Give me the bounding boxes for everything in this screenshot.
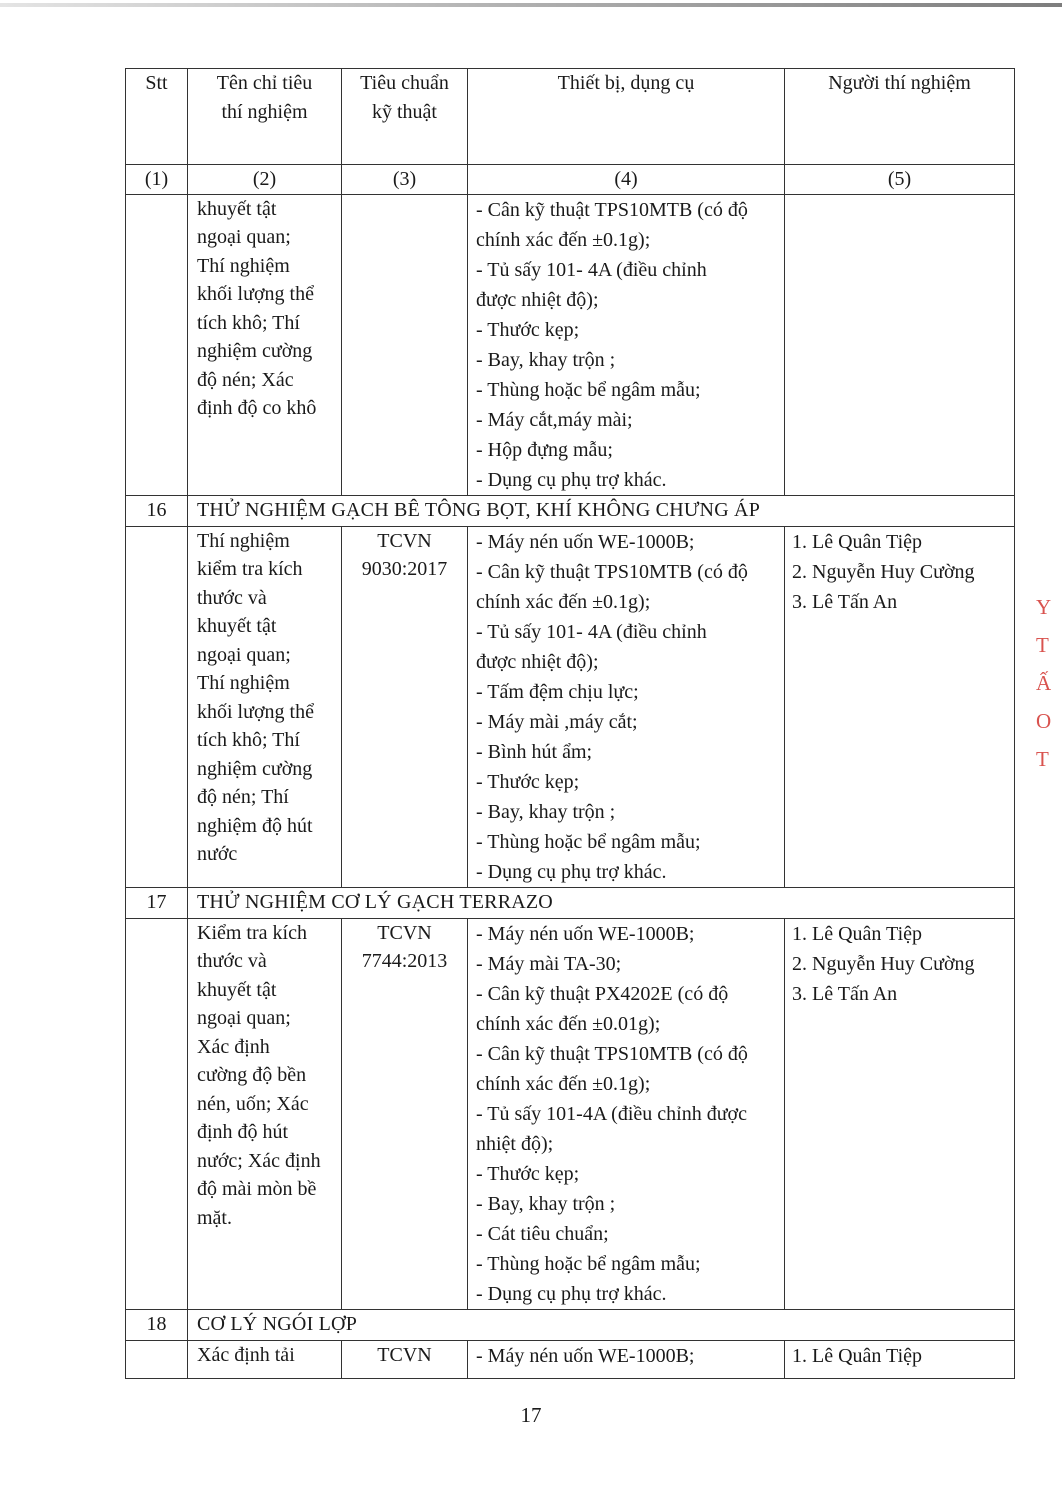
- cell-line: khuyết tật: [197, 615, 277, 637]
- cell-line: ngoại quan;: [197, 1007, 291, 1029]
- stamp-glyph: T: [1036, 633, 1049, 657]
- cell-line: 2. Nguyễn Huy Cường: [792, 952, 975, 975]
- standard-cell: [342, 918, 468, 1309]
- cell-line: thước và: [197, 586, 267, 609]
- cell-line: - Bay, khay trộn ;: [476, 800, 616, 823]
- cell-line: 7744:2013: [361, 950, 448, 972]
- header-test-name-line: thí nghiệm: [221, 100, 308, 123]
- cell-line: khuyết tật: [197, 197, 277, 220]
- cell-line: Xác định: [197, 1035, 270, 1058]
- section-stt: 17: [126, 887, 188, 918]
- cell-line: - Tấm đệm chịu lực;: [476, 680, 639, 703]
- cell-line: - Cân kỹ thuật PX4202E (có độ: [476, 982, 729, 1005]
- header-stt: Stt: [126, 69, 188, 165]
- col-number: (2): [188, 165, 342, 195]
- stamp-glyph: Ấ: [1036, 671, 1052, 695]
- cell-line: - Thùng hoặc bể ngâm mẫu;: [476, 378, 701, 401]
- equipment-cell: [468, 194, 785, 495]
- cell-line: - Tủ sấy 101- 4A (điều chỉnh: [476, 620, 707, 643]
- person-cell: [785, 1340, 1015, 1378]
- cell-line: 3. Lê Tấn An: [792, 982, 898, 1005]
- cell-line: định độ co khô: [197, 397, 317, 419]
- stamp-glyph: Y: [1036, 595, 1052, 619]
- equipment-table: [125, 68, 1015, 1379]
- col-number: (1): [126, 165, 188, 195]
- cell-line: - Cân kỹ thuật TPS10MTB (có độ: [476, 198, 748, 221]
- header-equipment: Thiết bị, dụng cụ: [468, 69, 785, 165]
- section-stt: 16: [126, 495, 188, 526]
- cell-line: 2. Nguyễn Huy Cường: [792, 560, 975, 583]
- cell-line: TCVN: [377, 921, 432, 944]
- cell-line: - Dụng cụ phụ trợ khác.: [476, 860, 667, 883]
- cell-line: 1. Lê Quân Tiệp: [792, 1344, 922, 1367]
- cell-line: - Máy mài TA-30;: [476, 952, 622, 975]
- equipment-cell: [468, 1340, 785, 1378]
- cell-line: - Dụng cụ phụ trợ khác.: [476, 468, 667, 491]
- cell-line: - Thước kẹp;: [476, 318, 580, 341]
- stt-cell: [126, 194, 188, 495]
- standard-cell: [342, 194, 468, 495]
- cell-line: ngoại quan;: [197, 226, 291, 248]
- section-row: [126, 495, 1015, 526]
- cell-line: nghiệm cường: [197, 340, 313, 362]
- section-title: THỬ NGHIỆM CƠ LÝ GẠCH TERRAZO: [188, 887, 1015, 918]
- table-row: [126, 918, 1015, 1309]
- header-standard: [342, 69, 468, 165]
- person-cell: [785, 526, 1015, 887]
- header-standard-line: kỹ thuật: [372, 100, 437, 123]
- cell-line: - Cát tiêu chuẩn;: [476, 1222, 609, 1245]
- col-number: (4): [468, 165, 785, 195]
- cell-line: thước và: [197, 950, 267, 972]
- test-name-cell: [188, 194, 342, 495]
- cell-line: độ nén; Xác: [197, 368, 294, 391]
- header-standard-line: Tiêu chuẩn: [360, 72, 449, 94]
- cell-line: - Tủ sấy 101- 4A (điều chỉnh: [476, 258, 707, 281]
- cell-line: nhiệt độ);: [476, 1132, 554, 1155]
- cell-line: khối lượng thể: [197, 283, 314, 305]
- header-test-name: [188, 69, 342, 165]
- table-header-row: [126, 69, 1015, 165]
- cell-line: kiểm tra kích: [197, 558, 303, 580]
- cell-line: TCVN: [377, 1343, 432, 1366]
- cell-line: 9030:2017: [361, 558, 448, 580]
- cell-line: 1. Lê Quân Tiệp: [792, 530, 922, 553]
- cell-line: nghiệm độ hút: [197, 814, 313, 837]
- stt-cell: [126, 918, 188, 1309]
- test-name-cell: [188, 918, 342, 1309]
- scan-top-edge: [0, 3, 1062, 7]
- page-number: 17: [520, 1403, 542, 1427]
- header-person: Người thí nghiệm: [785, 69, 1015, 165]
- cell-line: - Thước kẹp;: [476, 770, 580, 793]
- column-number-row: [126, 165, 1015, 195]
- cell-line: Xác định tải: [197, 1343, 295, 1366]
- cell-line: chính xác đến ±0.1g);: [476, 228, 651, 251]
- standard-cell: [342, 1340, 468, 1378]
- section-stt: 18: [126, 1309, 188, 1340]
- cell-line: - Máy nén uốn WE-1000B;: [476, 1344, 695, 1367]
- cell-line: khối lượng thể: [197, 700, 314, 723]
- cell-line: Thí nghiệm: [197, 254, 290, 277]
- stt-cell: [126, 1340, 188, 1378]
- cell-line: nghiệm cường: [197, 757, 313, 780]
- cell-line: độ mài mòn bề: [197, 1178, 317, 1200]
- stamp-glyph: T: [1036, 747, 1049, 771]
- cell-line: - Máy nén uốn WE-1000B;: [476, 922, 695, 945]
- cell-line: được nhiệt độ);: [476, 288, 599, 311]
- table-row-continued: [126, 194, 1015, 495]
- stt-cell: [126, 526, 188, 887]
- stamp-glyph: O: [1036, 709, 1052, 733]
- cell-line: TCVN: [377, 529, 432, 552]
- cell-line: - Máy mài ,máy cắt;: [476, 710, 638, 733]
- col-number: (3): [342, 165, 468, 195]
- test-name-cell: [188, 1340, 342, 1378]
- section-row: [126, 1309, 1015, 1340]
- cell-line: - Bình hút ẩm;: [476, 740, 593, 763]
- cell-line: ngoại quan;: [197, 643, 291, 666]
- table-row: [126, 526, 1015, 887]
- cell-line: được nhiệt độ);: [476, 650, 599, 673]
- red-stamp-fragment: [1036, 588, 1062, 798]
- cell-line: mặt.: [197, 1206, 232, 1229]
- cell-line: - Hộp đựng mẫu;: [476, 438, 613, 461]
- cell-line: Kiểm tra kích: [197, 921, 307, 944]
- cell-line: định độ hút: [197, 1121, 289, 1143]
- section-title: THỬ NGHIỆM GẠCH BÊ TÔNG BỌT, KHÍ KHÔNG CHƯNG ÁP: [188, 495, 1015, 526]
- equipment-cell: [468, 526, 785, 887]
- cell-line: khuyết tật: [197, 978, 277, 1001]
- test-name-cell: [188, 526, 342, 887]
- cell-line: - Tủ sấy 101-4A (điều chỉnh được: [476, 1102, 747, 1125]
- cell-line: độ nén; Thí: [197, 786, 289, 808]
- cell-line: - Dụng cụ phụ trợ khác.: [476, 1282, 667, 1305]
- cell-line: 3. Lê Tấn An: [792, 590, 898, 613]
- cell-line: Thí nghiệm: [197, 672, 290, 694]
- cell-line: - Máy cắt,máy mài;: [476, 408, 633, 431]
- cell-line: cường độ bền: [197, 1064, 307, 1086]
- cell-line: nước; Xác định: [197, 1149, 321, 1172]
- cell-line: nén, uốn; Xác: [197, 1092, 309, 1115]
- cell-line: tích khô; Thí: [197, 311, 300, 334]
- person-cell: [785, 918, 1015, 1309]
- col-number: (5): [785, 165, 1015, 195]
- cell-line: - Thùng hoặc bể ngâm mẫu;: [476, 830, 701, 853]
- cell-line: - Bay, khay trộn ;: [476, 1192, 616, 1215]
- cell-line: - Thùng hoặc bể ngâm mẫu;: [476, 1252, 701, 1275]
- cell-line: Thí nghiệm: [197, 529, 290, 552]
- cell-line: nước: [197, 843, 238, 865]
- section-row: [126, 887, 1015, 918]
- cell-line: - Máy nén uốn WE-1000B;: [476, 530, 695, 553]
- cell-line: - Thước kẹp;: [476, 1162, 580, 1185]
- standard-cell: [342, 526, 468, 887]
- cell-line: - Bay, khay trộn ;: [476, 348, 616, 371]
- equipment-cell: [468, 918, 785, 1309]
- section-title: CƠ LÝ NGÓI LỢP: [188, 1309, 1015, 1340]
- cell-line: 1. Lê Quân Tiệp: [792, 922, 922, 945]
- cell-line: - Cân kỹ thuật TPS10MTB (có độ: [476, 560, 748, 583]
- cell-line: - Cân kỹ thuật TPS10MTB (có độ: [476, 1042, 748, 1065]
- cell-line: tích khô; Thí: [197, 729, 300, 751]
- cell-line: chính xác đến ±0.1g);: [476, 1072, 651, 1095]
- cell-line: chính xác đến ±0.1g);: [476, 590, 651, 613]
- person-cell: [785, 194, 1015, 495]
- header-test-name-line: Tên chỉ tiêu: [216, 72, 313, 94]
- cell-line: chính xác đến ±0.01g);: [476, 1012, 661, 1035]
- table-row: [126, 1340, 1015, 1378]
